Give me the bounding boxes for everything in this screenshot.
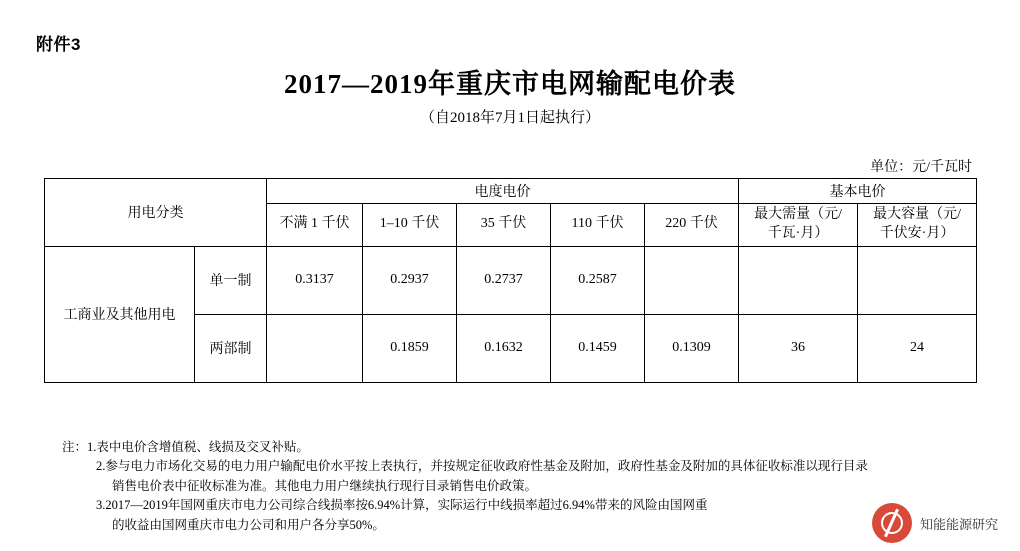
note-line-3 <box>62 496 822 515</box>
note-line-1 <box>62 438 822 457</box>
cell-single-220kv <box>645 246 739 314</box>
note-3-text-line1: 2017—2019年国网重庆市电力公司综合线损率按6.94%计算，实际运行中线损率超过6.94%带来的风险由国网重 <box>105 498 708 513</box>
header-max-capacity <box>858 204 977 247</box>
page-subtitle: （自2018年7月1日起执行） <box>419 110 600 126</box>
header-voltage-35kv: 35 千伏 <box>457 204 551 247</box>
note-2-text-line1: 参与电力市场化交易的电力用户输配电价水平按上表执行，并按规定征收政府性基金及附加，政府性基金及附加的具体征收标准以现行目录 <box>105 459 868 474</box>
watermark <box>872 503 998 543</box>
header-voltage-1-10kv: 1–10 千伏 <box>363 204 457 247</box>
header-max-capacity-line1: 最大容量（元/ <box>873 207 961 222</box>
cell-twopart-under1kv <box>267 314 363 382</box>
note-2-text-line2: 销售电价表中征收标准为准。其他电力用户继续执行现行目录销售电价政策。 <box>112 478 538 493</box>
page-title: 2017—2019年重庆市电网输配电价表 <box>284 69 736 99</box>
header-max-demand-line2: 千瓦·月） <box>767 225 829 241</box>
header-voltage-220kv: 220 千伏 <box>645 204 739 247</box>
attachment-label: 附件3 <box>36 35 81 54</box>
cell-single-35kv: 0.2737 <box>457 246 551 314</box>
note-1-number: 1. <box>87 440 97 454</box>
red-circle-logo-icon <box>872 503 912 543</box>
cell-twopart-max-capacity: 24 <box>858 314 977 382</box>
notes-block <box>62 438 868 535</box>
price-table <box>44 178 977 383</box>
header-group-basic: 基本电价 <box>739 179 977 204</box>
table-header-row-1 <box>45 179 977 204</box>
note-line-3b <box>62 516 822 535</box>
notes-prefix: 注： <box>62 440 88 454</box>
note-line-2 <box>62 457 868 476</box>
row-label-two-part-tariff: 两部制 <box>195 314 267 382</box>
header-max-demand <box>739 204 858 247</box>
cell-twopart-220kv: 0.1309 <box>645 314 739 382</box>
cell-twopart-35kv: 0.1632 <box>457 314 551 382</box>
row-label-single-tariff: 单一制 <box>195 246 267 314</box>
header-max-capacity-line2: 千伏安·月） <box>879 225 955 241</box>
cell-twopart-110kv: 0.1459 <box>551 314 645 382</box>
header-group-energy: 电度电价 <box>267 179 739 204</box>
note-1-text: 表中电价含增值税、线损及交叉补贴。 <box>96 440 309 454</box>
note-3-number: 3. <box>96 498 106 513</box>
cell-single-110kv: 0.2587 <box>551 246 645 314</box>
header-voltage-under-1kv: 不满 1 千伏 <box>267 204 363 247</box>
note-2-number: 2. <box>96 459 106 474</box>
cell-single-max-capacity <box>858 246 977 314</box>
header-category: 用电分类 <box>45 179 267 247</box>
note-line-2b <box>62 477 822 496</box>
cell-single-max-demand <box>739 246 858 314</box>
cell-single-under1kv: 0.3137 <box>267 246 363 314</box>
unit-note: 单位：元/千瓦时 <box>870 160 972 175</box>
cell-single-1-10kv: 0.2937 <box>363 246 457 314</box>
cell-twopart-1-10kv: 0.1859 <box>363 314 457 382</box>
note-3-text-line2: 的收益由国网重庆市电力公司和用户各分享50%。 <box>112 517 385 532</box>
header-max-demand-line1: 最大需量（元/ <box>754 207 842 222</box>
watermark-text: 知能能源研究 <box>919 516 998 532</box>
header-voltage-110kv: 110 千伏 <box>551 204 645 247</box>
category-industrial-commercial: 工商业及其他用电 <box>45 246 195 382</box>
table-row <box>45 246 977 314</box>
cell-twopart-max-demand: 36 <box>739 314 858 382</box>
